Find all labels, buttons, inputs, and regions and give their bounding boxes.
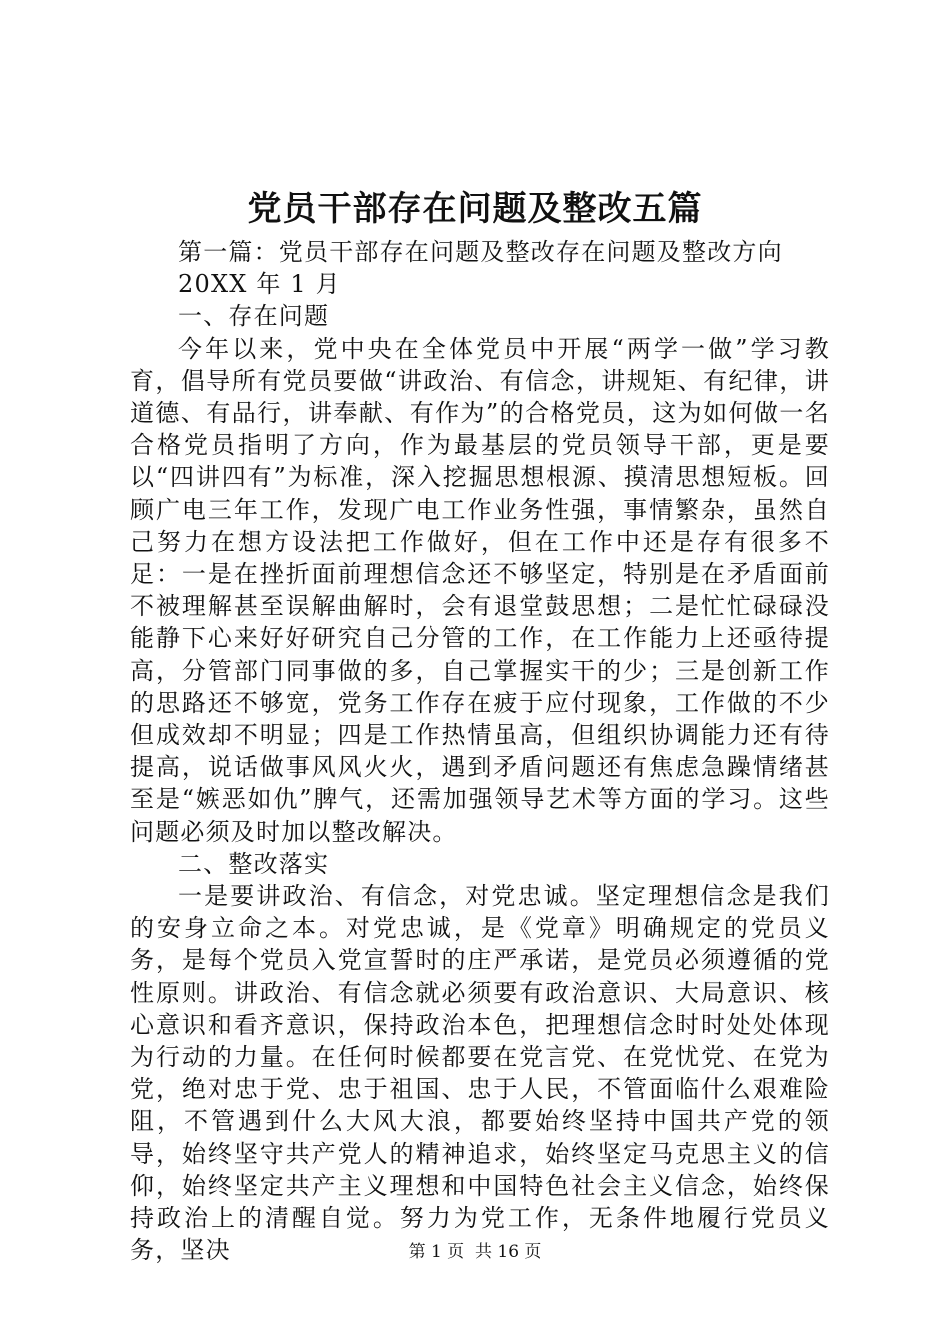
document-date: 20XX 年 1 月 xyxy=(178,270,341,299)
paragraph-rectification: 一是要讲政治、有信念，对党忠诚。坚定理想信念是我们的安身立命之本。对党忠诚，是《党章》明确规定的党员义务，是每个党员入党宣誓时的庄严承诺，是党员必须遵循的党性原则。讲政治、有信念就必须要有政治意识、大局意识、核心意识和看齐意识，保持政治本色，把理想信念时时处处体现为行动的力量。在任何时候都要在党言党、在党忧党、在党为党，绝对忠于党、忠于祖国、忠于人民，不管面临什么艰难险阻，不管遇到什么大风大浪，都要始终坚持中国共产党的领导，始终坚守共产党人的精神追求，始终坚定马克思主义的信仰，始终坚定共产主义理想和中国特色社会主义信念，始终保持政治上的清醒自觉。努力为党工作，无条件地履行党员义务，坚决 xyxy=(130,882,830,1265)
paragraph-problems: 今年以来，党中央在全体党员中开展“两学一做”学习教育，倡导所有党员要做“讲政治、有信念，讲规矩、有纪律，讲道德、有品行，讲奉献、有作为”的合格党员，这为如何做一名合格党员指明了方向，作为最基层的党员领导干部，更是要以“四讲四有”为标准，深入挖掘思想根源、摸清思想短板。回顾广电三年工作，发现广电工作业务性强，事情繁杂，虽然自己努力在想方设法把工作做好，但在工作中还是存有很多不足：一是在挫折面前理想信念还不够坚定，特别是在矛盾面前不被理解甚至误解曲解时，会有退堂鼓思想；二是忙忙碌碌没能静下心来好好研究自己分管的工作，在工作能力上还亟待提高，分管部门同事做的多，自己掌握实干的少；三是创新工作的思路还不够宽，党务工作存在疲于应付现象，工作做的不少但成效却不明显；四是工作热情虽高，但组织协调能力还有待提高，说话做事风风火火，遇到矛盾问题还有焦虑急躁情绪甚至是“嫉恶如仇”脾气，还需加强领导艺术等方面的学习。这些问题必须及时加以整改解决。 xyxy=(130,334,830,846)
section-heading-problems: 一、存在问题 xyxy=(178,302,330,331)
document-subtitle: 第一篇：党员干部存在问题及整改存在问题及整改方向 xyxy=(178,238,783,266)
document-title: 党员干部存在问题及整改五篇 xyxy=(247,189,703,229)
section-heading-rectification: 二、整改落实 xyxy=(178,849,330,878)
page-footer xyxy=(0,1240,950,1264)
document-body xyxy=(130,236,830,1267)
page-number-label: 第 1 页 共 16 页 xyxy=(408,1242,542,1262)
